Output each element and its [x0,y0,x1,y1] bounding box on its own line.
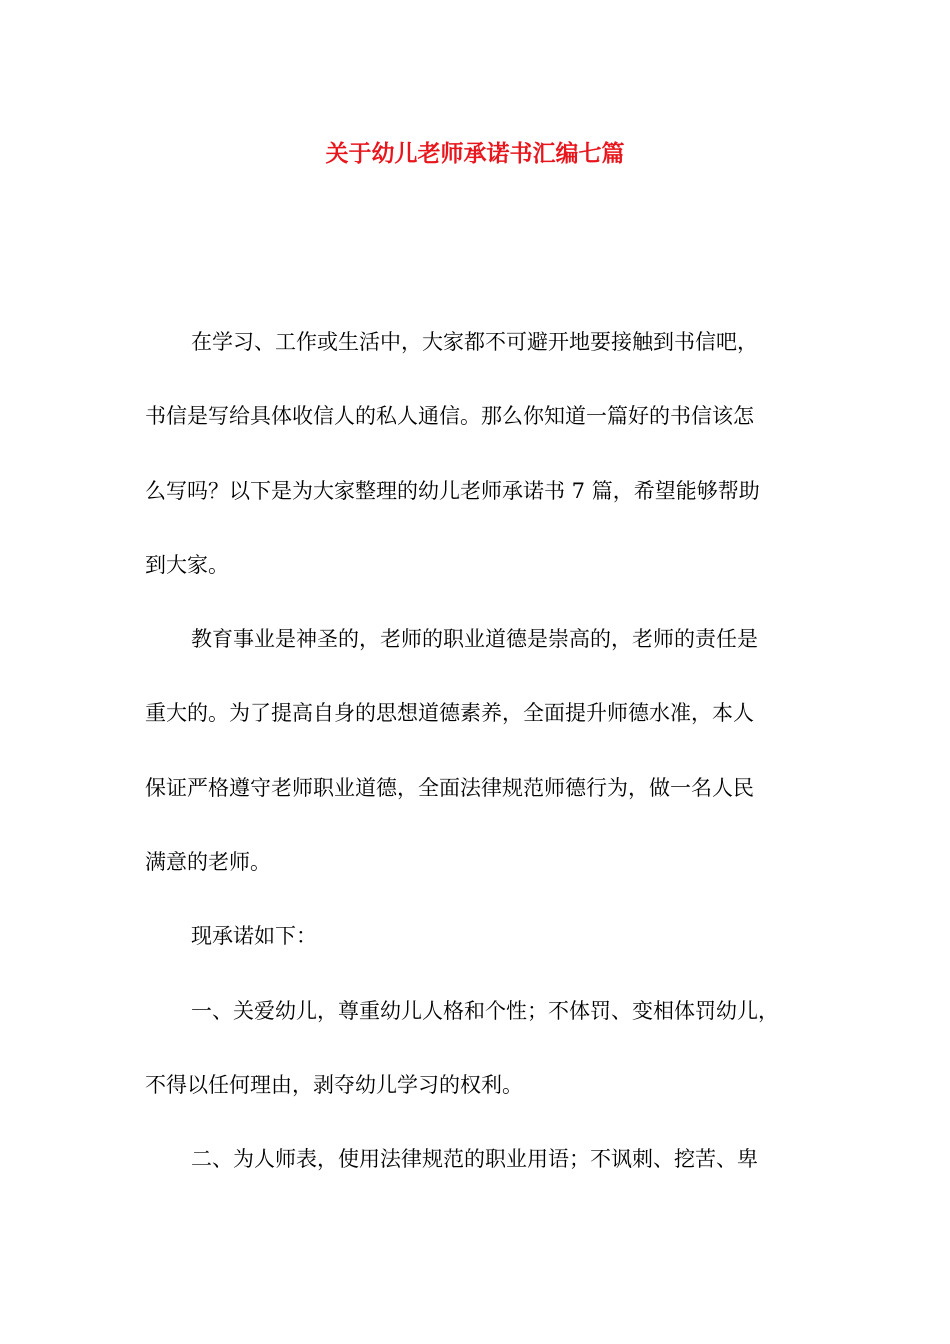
paragraph-line: 满意的老师。 [145,850,271,874]
paragraph-line: 一、关爱幼儿，尊重幼儿人格和个性；不体罚、变相体罚幼儿， [191,999,779,1023]
paragraph-line: 么写吗？以下是为大家整理的幼儿老师承诺书 7 篇，希望能够帮助 [145,479,760,503]
paragraph-line: 到大家。 [145,553,229,577]
document-title: 关于幼儿老师承诺书汇编七篇 [325,140,625,167]
paragraph-line: 重大的。为了提高自身的思想道德素养，全面提升师德水准，本人 [145,701,754,725]
paragraph-line: 书信是写给具体收信人的私人通信。那么你知道一篇好的书信该怎 [145,404,754,428]
paragraph-line: 不得以任何理由，剥夺幼儿学习的权利。 [145,1073,523,1097]
paragraph-line: 二、为人师表，使用法律规范的职业用语；不讽刺、挖苦、卑 [191,1147,758,1171]
paragraph-line: 在学习、工作或生活中，大家都不可避开地要接触到书信吧， [191,330,758,354]
paragraph-line: 保证严格遵守老师职业道德，全面法律规范师德行为，做一名人民 [145,776,754,800]
paragraph-line: 教育事业是神圣的，老师的职业道德是崇高的，老师的责任是 [191,627,758,651]
paragraph-line: 现承诺如下： [191,924,317,948]
